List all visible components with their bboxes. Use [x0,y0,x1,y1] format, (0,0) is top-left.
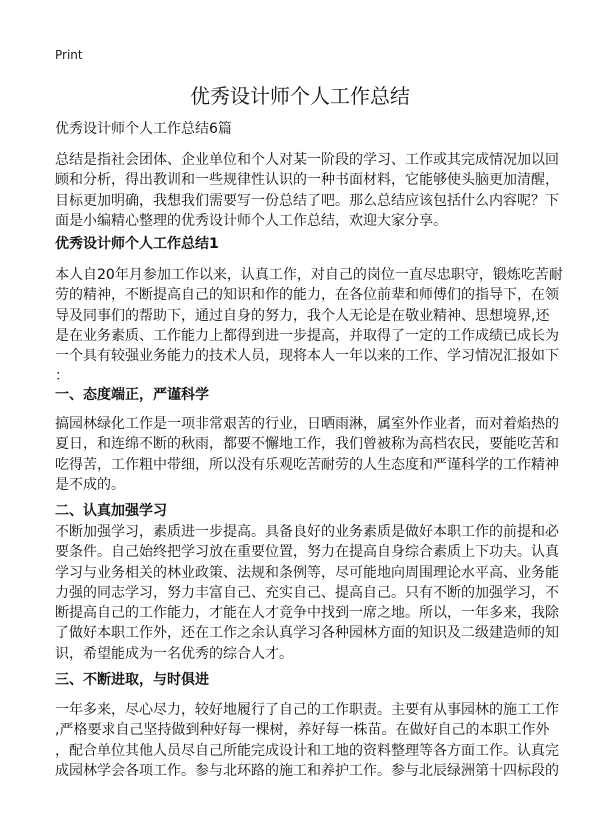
text-line: 本人自20年月参加工作以来，认真工作，对自己的岗位一直尽忠职守，锻炼吃苦耐 [55,267,563,283]
subtitle: 优秀设计师个人工作总结6篇 [55,121,232,137]
text-line: 总结是指社会团体、企业单位和个人对某一阶段的学习、工作或其完成情况加以回 [55,152,559,168]
text-line: 学习与业务相关的林业政策、法规和条例等，尽可能地向周围理论水平高、业务能 [55,564,559,581]
text-line: 吃得苦，工作粗中带细，所以没有乐观吃苦耐劳的人生态度和严谨科学的工作精神 [55,456,559,473]
text-line: 不断加强学习，素质进一步提高。具备良好的业务素质是做好本职工作的前提和必 [55,524,559,540]
text-line: 导及同事们的帮助下，通过自身的努力，我个人无论是在敬业精神、思想境界,还 [55,307,550,324]
text-line: 一个具有较强业务能力的技术人员，现将本人一年以来的工作、学习情况汇报如下 [55,348,559,365]
text-line: ，配合单位其他人员尽自己所能完成设计和工地的资料整理等各方面工作。认真完 [55,742,559,759]
paragraph-3 [55,522,559,664]
text-line: 目标更加明确，我想我们需要写一份总结了吧。那么总结应该包括什么内容呢？下 [55,192,559,209]
section-title: 优秀设计师个人工作总结1 [55,236,219,252]
heading-1: 一、态度端正，严谨科学 [55,387,209,403]
text-line: 断提高自己的工作能力，才能在人才竞争中找到一席之地。所以，一年多来，我除 [55,605,559,622]
paragraph-4 [55,700,559,781]
text-line: 是不成的。 [55,476,125,493]
text-line: 识，希望能成为一名优秀的综合人才。 [55,645,293,662]
text-line: 面是小编精心整理的优秀设计师个人工作总结，欢迎大家分享。 [55,212,447,229]
text-line: 是在业务素质、工作能力上都得到进一步提高，并取得了一定的工作成绩已成长为 [55,327,559,344]
text-line: 搞园林绿化工作是一项非常艰苦的行业，日晒雨淋，属室外作业者，而对着焰热的 [55,416,559,432]
heading-2: 二、认真加强学习 [55,503,167,519]
text-line: 顾和分析，得出教训和一些规律性认识的一种书面材料，它能够使头脑更加清醒， [55,172,559,189]
text-line: 成园林学会各项工作。参与北环路的施工和养护工作。参与北辰绿洲第十四标段的 [55,762,559,779]
text-line: 了做好本职工作外，还在工作之余认真学习各种园林方面的知识及二级建造师的知 [55,625,559,642]
page-title: 优秀设计师个人工作总结 [190,84,410,108]
heading-3: 三、不断进取，与时俱进 [55,672,209,688]
text-line: 一年多来，尽心尽力，较好地履行了自己的工作职责。主要有从事园林的施工工作 [55,702,559,718]
text-line: ： [55,368,69,385]
text-line: 夏日，和连绵不断的秋雨，都要不懈地工作，我们曾被称为高档农民，要能吃苦和 [55,436,559,453]
paragraph-1 [55,265,563,387]
paragraph-2 [55,414,559,495]
text-line: 劳的精神，不断提高自己的知识和作的能力，在各位前辈和师傅们的指导下，在领 [55,287,559,304]
text-line: 力强的同志学习，努力丰富自己、充实自己、提高自己。只有不断的加强学习，不 [55,584,559,601]
print-link[interactable]: Print [55,48,83,62]
text-line: ,严格要求自己坚持做到种好每一棵树，养好每一株苗。在做好自己的本职工作外 [55,722,550,739]
text-line: 要条件。自己始终把学习放在重要位置，努力在提高自身综合素质上下功夫。认真 [55,544,559,561]
intro-paragraph [55,150,559,231]
